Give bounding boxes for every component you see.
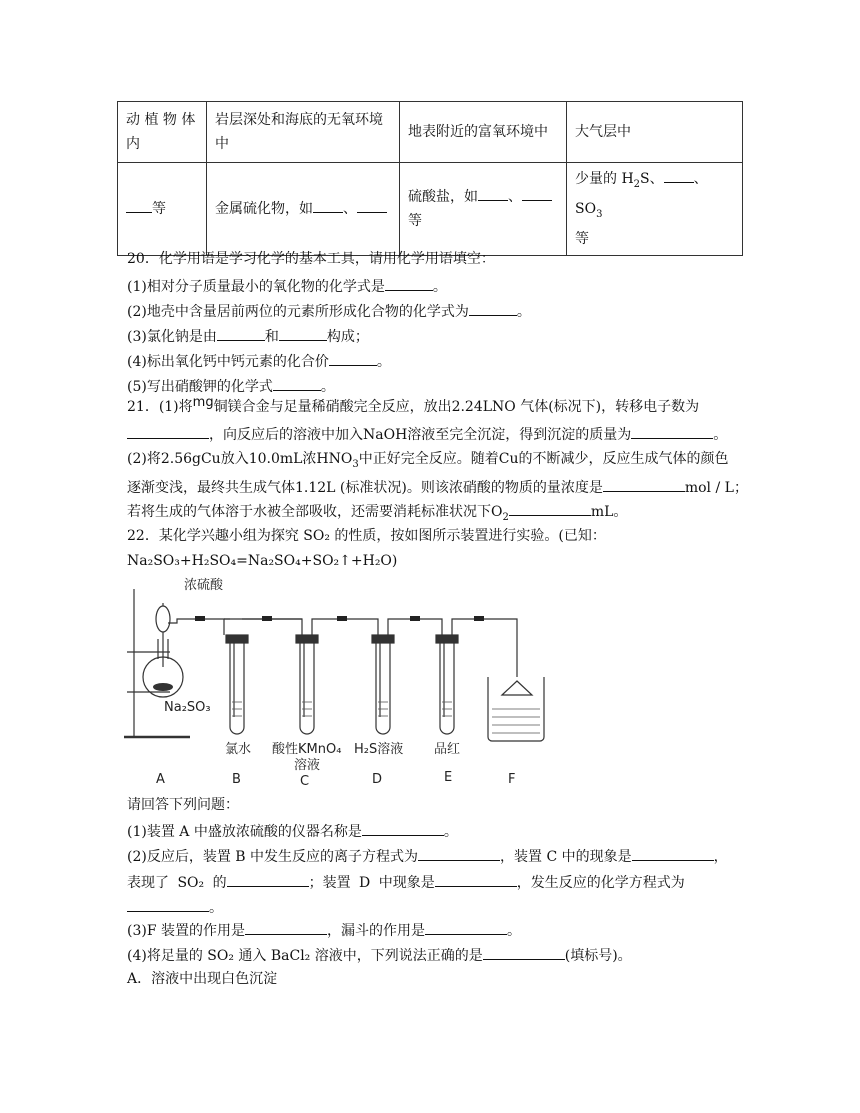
text: ， xyxy=(713,849,728,865)
answer-blank[interactable] xyxy=(664,168,694,183)
answer-blank[interactable] xyxy=(362,821,444,836)
text: 2 xyxy=(502,511,509,523)
answer-blank[interactable] xyxy=(127,424,209,439)
text: ，装置 C 中的现象是 xyxy=(500,849,632,865)
q21-line2 xyxy=(127,424,727,444)
q20-part2 xyxy=(127,301,531,321)
answer-blank[interactable] xyxy=(127,897,209,912)
text: 。 xyxy=(432,279,447,295)
answer-blank[interactable] xyxy=(418,846,500,861)
q22-part4 xyxy=(127,945,632,965)
answer-blank[interactable] xyxy=(509,501,591,516)
label-c1: 酸性KMnO₄ xyxy=(272,742,342,757)
q20-part1 xyxy=(127,276,447,296)
q22-part2-line1 xyxy=(127,846,728,866)
text: 21．(1)将 xyxy=(127,399,193,415)
tube xyxy=(376,643,390,734)
answer-blank[interactable] xyxy=(603,477,685,492)
table-cell xyxy=(400,163,567,256)
q22-part2-line2 xyxy=(127,872,685,892)
answer-blank[interactable] xyxy=(313,198,343,213)
text: 若将生成的气体溶于水被全部吸收，还需要消耗标准状况下O xyxy=(127,504,503,520)
stopper xyxy=(226,635,248,643)
text: 。 xyxy=(376,354,391,370)
letter-c: C xyxy=(300,774,310,787)
text: (4)将足量的 SO₂ 通入 BaCl₂ 溶液中，下列说法正确的是 xyxy=(127,948,483,964)
table-row xyxy=(118,102,743,163)
answer-blank[interactable] xyxy=(435,872,517,887)
answer-blank[interactable] xyxy=(245,920,327,935)
letter-e: E xyxy=(444,770,453,785)
label-d: H₂S溶液 xyxy=(354,742,404,757)
clip xyxy=(195,616,205,621)
separatory-funnel xyxy=(156,606,170,632)
text: mol / L； xyxy=(684,480,748,496)
text: 中正好完全反应。随着Cu的不断减少，反应生成气体的颜色 xyxy=(358,451,729,467)
test-tube-b xyxy=(226,635,248,734)
label-b: 氯水 xyxy=(225,742,252,757)
answer-blank[interactable] xyxy=(385,276,433,291)
q22-line1: 22．某化学兴趣小组为探究 SO₂ 的性质，按如图所示装置进行实验。(已知： xyxy=(127,528,606,544)
q20-part4 xyxy=(127,351,391,371)
clip xyxy=(474,616,484,621)
text: (2)反应后，装置 B 中发生反应的离子方程式为 xyxy=(127,849,419,865)
table-cell: 动 植 物 体 内 xyxy=(118,102,207,163)
answer-blank[interactable] xyxy=(227,872,309,887)
text: 构成； xyxy=(326,329,369,345)
delivery-tube xyxy=(168,619,224,635)
answer-blank[interactable] xyxy=(425,920,507,935)
text: ，漏斗的作用是 xyxy=(327,923,425,939)
q20-part3 xyxy=(127,326,369,346)
table-cell: 少量的 $H_2S$、 、$SO_3$ 等 xyxy=(567,163,743,256)
text: (1)相对分子质量最小的氧化物的化学式是 xyxy=(127,279,385,295)
clip xyxy=(410,616,420,621)
answer-blank[interactable] xyxy=(632,846,714,861)
table-cell xyxy=(118,163,207,256)
answer-blank[interactable] xyxy=(357,198,387,213)
q22-ask: 请回答下列问题： xyxy=(127,797,239,813)
label-conc-acid: 浓硫酸 xyxy=(184,578,224,593)
text: (4)标出氧化钙中钙元素的化合价 xyxy=(127,354,329,370)
text: 。 xyxy=(209,900,223,916)
delivery-tube xyxy=(312,619,378,635)
label-e: 品红 xyxy=(434,742,461,757)
test-tube-d xyxy=(372,635,394,734)
text: ；装置 D 中现象是 xyxy=(308,875,435,891)
q20-title: 20．化学用语是学习化学的基本工具，请用化学用语填空： xyxy=(127,251,495,267)
clip xyxy=(262,616,272,621)
text: (1)装置 A 中盛放浓硫酸的仪器名称是 xyxy=(127,824,362,840)
table-cell: 岩层深处和海底的无氧环境中 xyxy=(207,102,400,163)
answer-blank[interactable] xyxy=(279,326,327,341)
test-tube-e xyxy=(436,635,458,734)
cell-text: 3 xyxy=(596,208,603,220)
table-cell xyxy=(207,163,400,256)
q22-part1 xyxy=(127,821,458,841)
cell-text: 、 xyxy=(343,200,357,217)
text: (2)将2.56gCu放入10.0mL浓HNO xyxy=(127,451,353,467)
answer-blank[interactable] xyxy=(217,326,265,341)
answer-blank[interactable] xyxy=(631,424,713,439)
delivery-tube xyxy=(224,619,302,635)
solid-reagent xyxy=(153,683,173,691)
q20-part5 xyxy=(127,376,335,396)
inverted-funnel xyxy=(502,681,532,695)
text: 逐渐变浅，最终共生成气体1.12L (标准状况)。则该浓硝酸的物质的量浓度是 xyxy=(127,480,603,496)
cell-text: 等 xyxy=(408,212,422,229)
letter-a: A xyxy=(156,772,165,787)
text: 。 xyxy=(516,304,531,320)
answer-blank[interactable] xyxy=(522,186,552,201)
delivery-tube xyxy=(388,619,442,635)
cell-text: 少量的 H xyxy=(575,171,634,187)
q22-line2: Na₂SO₃+H₂SO₄=Na₂SO₄+SO₂↑+H₂O) xyxy=(127,553,398,569)
stopper xyxy=(372,635,394,643)
tube xyxy=(440,643,454,734)
q22-part3 xyxy=(127,920,521,940)
cell-text: 等 xyxy=(152,200,166,217)
text: 表现了 SO₂ 的 xyxy=(127,875,227,891)
text: 铜镁合金与足量稀硝酸完全反应，放出2.24LNO 气体(标况下)，转移电子数为 xyxy=(213,399,700,415)
cell-text: 、 xyxy=(508,188,522,205)
text: (2)地壳中含量居前两位的元素所形成化合物的化学式为 xyxy=(127,304,469,320)
text: 。 xyxy=(713,427,728,443)
stopper xyxy=(436,635,458,643)
cell-text: 等 xyxy=(575,230,589,247)
tube xyxy=(300,643,314,734)
q21-line5 xyxy=(127,501,627,527)
text: mg xyxy=(192,395,214,410)
stopper xyxy=(296,635,318,643)
text: 。 xyxy=(443,824,458,840)
liquid-level-marks xyxy=(232,702,540,733)
answer-blank[interactable] xyxy=(469,301,517,316)
answer-blank[interactable] xyxy=(478,186,508,201)
q21-line1 xyxy=(127,395,700,417)
text: (3)氯化钠是由 xyxy=(127,329,217,345)
tube xyxy=(230,643,244,734)
test-tube-c xyxy=(296,635,318,734)
q22-part2-line3 xyxy=(127,897,223,917)
q21-line3 xyxy=(127,450,728,474)
letter-f: F xyxy=(508,772,516,787)
answer-blank[interactable] xyxy=(483,945,565,960)
letter-b: B xyxy=(232,772,241,787)
text: ，发生反应的化学方程式为 xyxy=(516,875,685,891)
label-na2so3: Na₂SO₃ xyxy=(164,700,211,715)
cell-text: S、 xyxy=(640,171,664,187)
text: ，向反应后的溶液中加入NaOH溶液至完全沉淀，得到沉淀的质量为 xyxy=(209,427,632,443)
answer-blank[interactable] xyxy=(126,198,152,213)
label-c2: 溶液 xyxy=(294,758,321,773)
tube-spacer xyxy=(234,625,294,635)
text: (填标号)。 xyxy=(564,948,632,964)
delivery-tube xyxy=(452,619,517,677)
q22-option-a: A．溶液中出现白色沉淀 xyxy=(127,971,278,987)
text: 和 xyxy=(264,329,279,345)
text: 。 xyxy=(507,923,521,939)
text: mL。 xyxy=(590,504,628,520)
sulfur-distribution-table xyxy=(117,101,743,256)
table-cell: 大气层中 xyxy=(567,102,743,163)
table-row xyxy=(118,163,743,256)
text: 。 xyxy=(320,379,335,395)
text: 3 xyxy=(352,458,359,470)
answer-blank[interactable] xyxy=(273,376,321,391)
q21-line4 xyxy=(127,477,748,497)
table-cell: 地表附近的富氧环境中 xyxy=(400,102,567,163)
experiment-apparatus-diagram xyxy=(122,577,552,787)
cell-text: 硫酸盐，如 xyxy=(408,188,478,205)
text: (5)写出硝酸钾的化学式 xyxy=(127,379,273,395)
text: (3)F 装置的作用是 xyxy=(127,923,245,939)
letter-d: D xyxy=(372,772,383,787)
clip xyxy=(337,616,347,621)
cell-text: 金属硫化物，如 xyxy=(215,200,313,217)
cell-text: 、SO xyxy=(575,171,708,217)
answer-blank[interactable] xyxy=(329,351,377,366)
